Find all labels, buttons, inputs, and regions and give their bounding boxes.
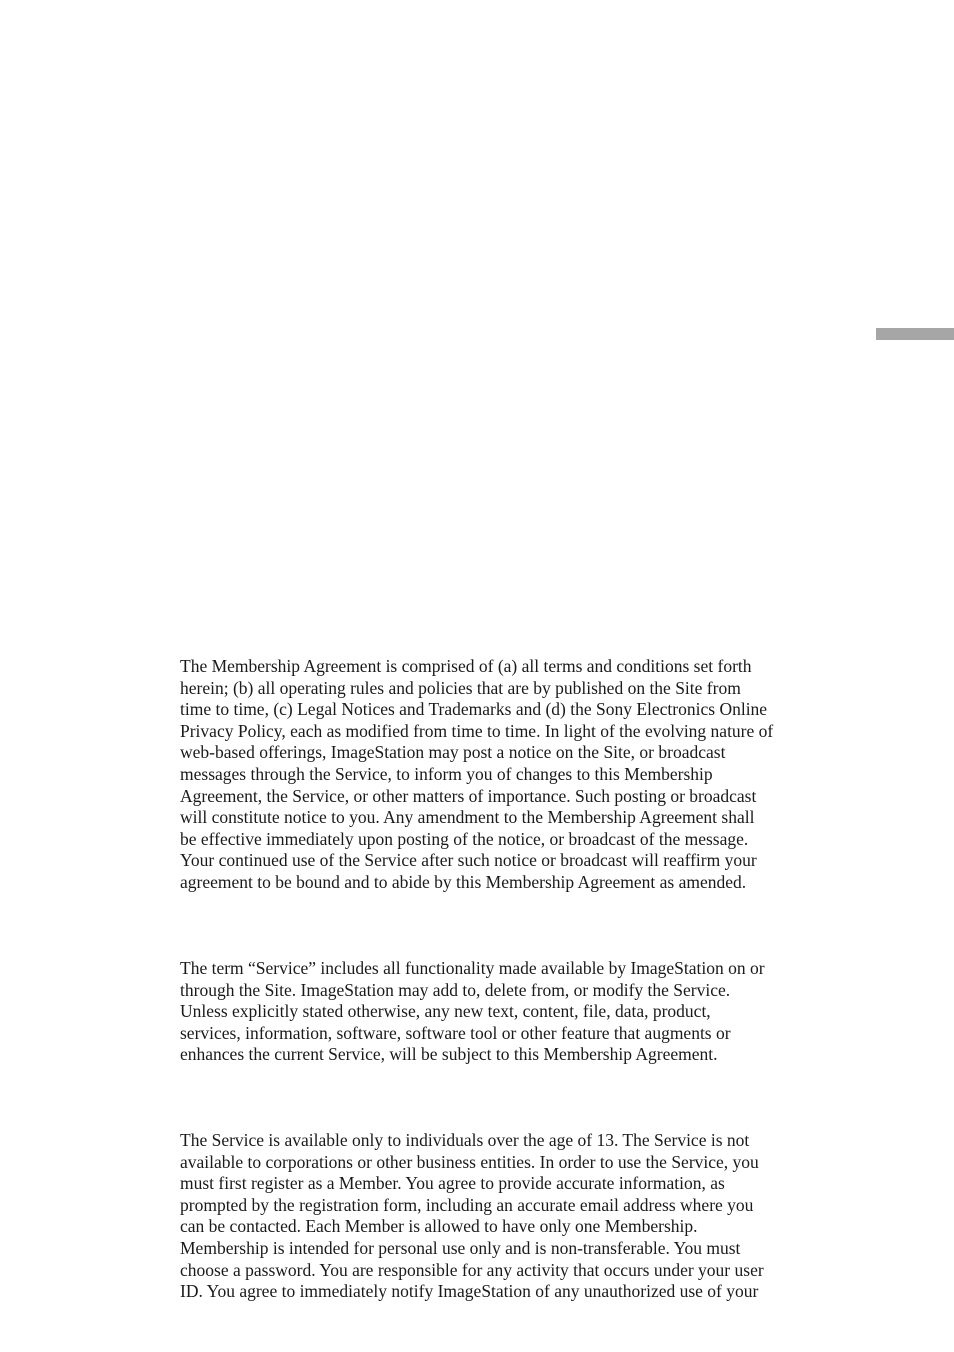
text-line: web-based offerings, ImageStation may post a notice on the Site, or broadcast [180,742,726,763]
text-line: Privacy Policy, each as modified from time to time. In light of the evolving nature of [180,720,774,741]
text-line: The term “Service” includes all functionality made available by ImageStation on or [180,958,765,978]
section-tab-marker [876,328,954,340]
text-line: time to time, (c) Legal Notices and Trademarks and (d) the Sony Electronics Online [180,699,768,720]
paragraph-membership-agreement [180,656,856,894]
text-line: Unless explicitly stated otherwise, any new text, content, file, data, product, [180,1001,711,1022]
text-line: herein; (b) all operating rules and policies that are by published on the Site from [180,677,741,698]
text-line: prompted by the registration form, including an accurate email address where you [180,1194,754,1215]
text-line: Agreement, the Service, or other matters of importance. Such posting or broadcast [180,785,757,806]
text-line: enhances the current Service, will be subject to this Membership Agreement. [180,1044,718,1065]
text-line: ID. You agree to immediately notify ImageStation of any unauthorized use of your [180,1281,759,1302]
text-line: can be contacted. Each Member is allowed to have only one Membership. [180,1216,698,1237]
text-line: Membership is intended for personal use only and is non-transferable. You must [180,1237,741,1258]
text-line: agreement to be bound and to abide by this Membership Agreement as amended. [180,871,747,892]
text-line: will constitute notice to you. Any amendment to the Membership Agreement shall [180,807,755,828]
text-line: services, information, software, software tool or other feature that augments or [180,1022,731,1043]
text-line: The Service is available only to individuals over the age of 13. The Service is not [180,1130,750,1150]
text-line: through the Site. ImageStation may add to, delete from, or modify the Service. [180,979,731,1000]
text-line: The Membership Agreement is comprised of (a) all terms and conditions set forth [180,656,752,676]
text-line: be effective immediately upon posting of the notice, or broadcast of the message. [180,828,749,849]
text-line: must first register as a Member. You agree to provide accurate information, as [180,1173,725,1194]
text-line: Your continued use of the Service after such notice or broadcast will reaffirm your [180,850,757,871]
paragraph-membership-eligibility [180,1130,856,1303]
text-line: available to corporations or other business entities. In order to use the Service, you [180,1151,759,1172]
text-line: messages through the Service, to inform you of changes to this Membership [180,763,713,784]
text-line: choose a password. You are responsible for any activity that occurs under your user [180,1259,764,1280]
paragraph-service-definition [180,958,856,1066]
